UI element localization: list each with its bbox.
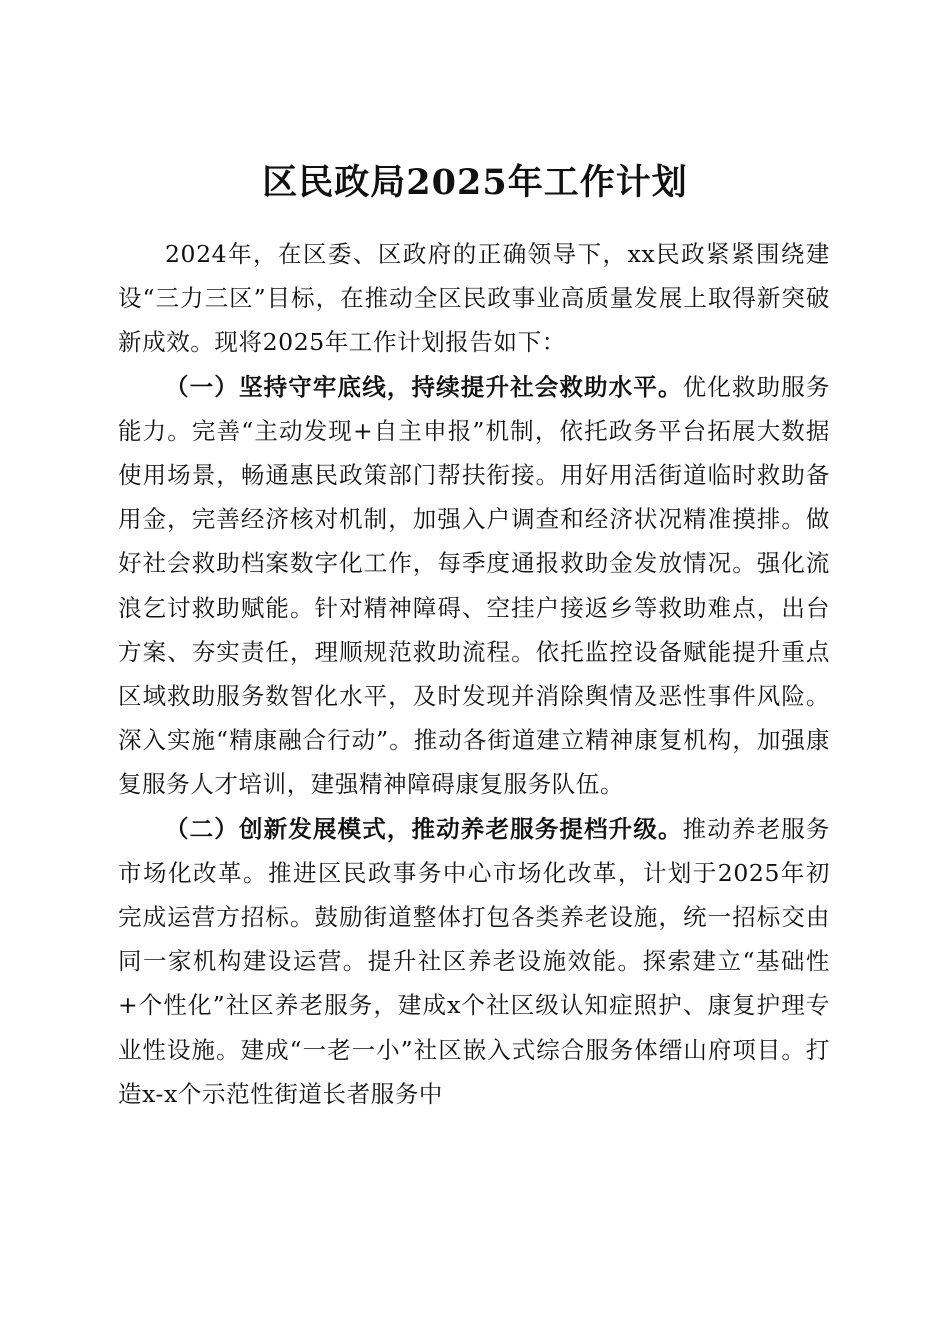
section-1-paragraph — [118, 365, 830, 807]
section-2-body: 推动养老服务市场化改革。推进区民政事务中心市场化改革，计划于2025年初完成运营方招标。鼓励街道整体打包各类养老设施，统一招标交由同一家机构建设运营。提升社区养老设施效能。探索建立“基础性+个性化”社区养老服务，建成x个社区级认知症照护、康复护理专业性设施。建成“一老一小”社区嵌入式综合服务体缙山府项目。打造x-x个示范性街道长者服务中 — [118, 814, 830, 1108]
section-1-heading: （一）坚持守牢底线，持续提升社会救助水平。 — [165, 372, 683, 401]
section-1-body: 优化救助服务能力。完善“主动发现+自主申报”机制，依托政务平台拓展大数据使用场景，畅通惠民政策部门帮扶衔接。用好用活街道临时救助备用金，完善经济核对机制，加强入户调查和经济状况精准摸排。做好社会救助档案数字化工作，每季度通报救助金发放情况。强化流浪乞讨救助赋能。针对精神障碍、空挂户接返乡等救助难点，出台方案、夯实责任，理顺规范救助流程。依托监控设备赋能提升重点区域救助服务数智化水平，及时发现并消除舆情及恶性事件风险。深入实施“精康融合行动”。推动各街道建立精神康复机构，加强康复服务人才培训，建强精神障碍康复服务队伍。 — [118, 372, 830, 799]
document-title: 区民政局2025年工作计划 — [262, 162, 688, 204]
section-2-paragraph — [118, 807, 830, 1116]
section-2-heading: （二）创新发展模式，推动养老服务提档升级。 — [165, 814, 683, 843]
document-body — [118, 232, 830, 1116]
intro-paragraph: 2024年，在区委、区政府的正确领导下，xx民政紧紧围绕建设“三力三区”目标，在推动全区民政事业高质量发展上取得新突破新成效。现将2025年工作计划报告如下： — [118, 240, 830, 357]
